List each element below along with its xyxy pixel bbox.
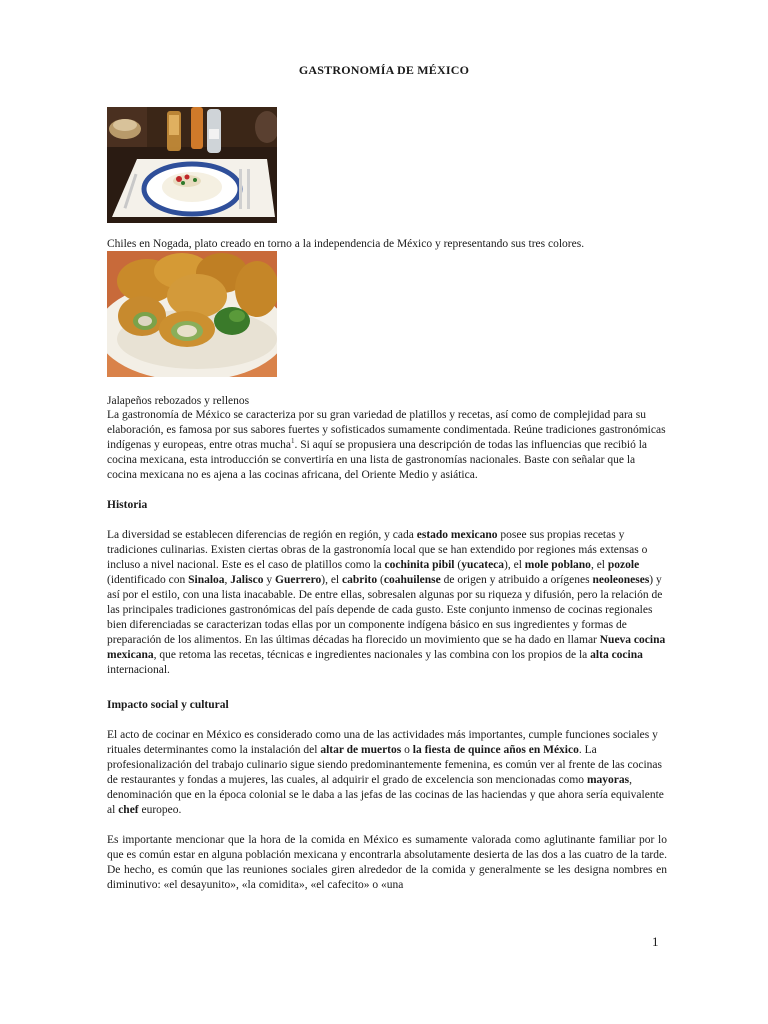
section-heading-impacto: Impacto social y cultural [107,699,229,711]
document-body [107,408,667,893]
page-number: 1 [652,934,659,949]
document-title: GASTRONOMÍA DE MÉXICO [298,63,470,77]
figure-caption: Chiles en Nogada, plato creado en torno a la independencia de México y representando sus tres colores. [107,238,585,250]
historia-paragraph: La diversidad se establecen diferencias de región en región, y cada estado mexicano posee sus propias recetas y tradiciones culinarias. Existen ciertas obras de la gastronomía local que se han extendido por regiones más extensas o incluso a nivel nacional. Este es el caso de platillos como la cochinita pibil (yucateca), el mole poblano, el pozole (identificado con Sinaloa, Jalisco y Guerrero), el cabrito (coahuilense de origen y atribuido a orígenes neoleoneses) y así por el estilo, con una lista inacabable. De entre ellas, sobresalen algunas por su riqueza y difusión, pero la relación de las principales tradiciones gastronómicas del país depende de cada gusto. Este conjunto inmenso de cocinas regionales bien diferenciadas se caracterizan todas ellas por un componente indígena básico en sus ingredientes y formas de preparación de los alimentos. En las últimas décadas ha florecido un movimiento que se ha dado en llamar Nueva cocina mexicana, que retoma las recetas, técnicas e ingredientes nacionales y las combina con los propios de la alta cocina internacional. [107,529,666,676]
section-heading-historia: Historia [107,499,148,511]
footnote-ref[interactable]: 1 [290,437,295,446]
impacto-paragraph: El acto de cocinar en México es considerado como una de las actividades más importantes, cumple funciones sociales y rituales determinantes como la instalación del altar de muertos o la fiesta de quince años en México. La profesionalización del trabajo culinario sigue siendo predominantemente femenina, es común ver al frente de las cocinas de restaurantes y fondas a mujeres, las cuales, al adquirir el grado de excelencia son mencionadas como mayoras, denominación que en la época colonial se le daba a las jefas de las cocinas de las haciendas y que ahora sería equivalente al chef europeo. [107,729,664,816]
chiles-en-nogada-photo [107,107,277,223]
intro-paragraph: La gastronomía de México se caracteriza por su gran variedad de platillos y recetas, así como de complejidad para su elaboración, es famosa por sus sabores fuertes y sofisticados sumamente condimentada. Reúne tradiciones gastronómicas indígenas y europeas, entre otras mucha$^1$. Si aquí se propusiera una descripción de todas las influencias que recibió la cocina mexicana, esta introducción se convertiría en una lista de gastronomías nacionales. Baste con señalar que la cocina mexicana no es ajena a las cocinas africana, del Oriente Medio y asiática. [107,409,666,481]
jalapenos-rellenos-photo [107,251,277,377]
figure-caption: Jalapeños rebozados y rellenos [107,395,250,407]
impacto-paragraph-2: Es importante mencionar que la hora de la comida en México es sumamente valorada como aglutinante familiar por lo que es común estar en alguna población mexicana y encontrarla absolutamente desierta de las dos a las cuatro de la tarde. De hecho, es común que las reuniones sociales giren alrededor de la comida y generalmente se les designa nombres en diminutivo: «el desayunito», «la comidita», «el cafecito» o «una [107,834,667,891]
